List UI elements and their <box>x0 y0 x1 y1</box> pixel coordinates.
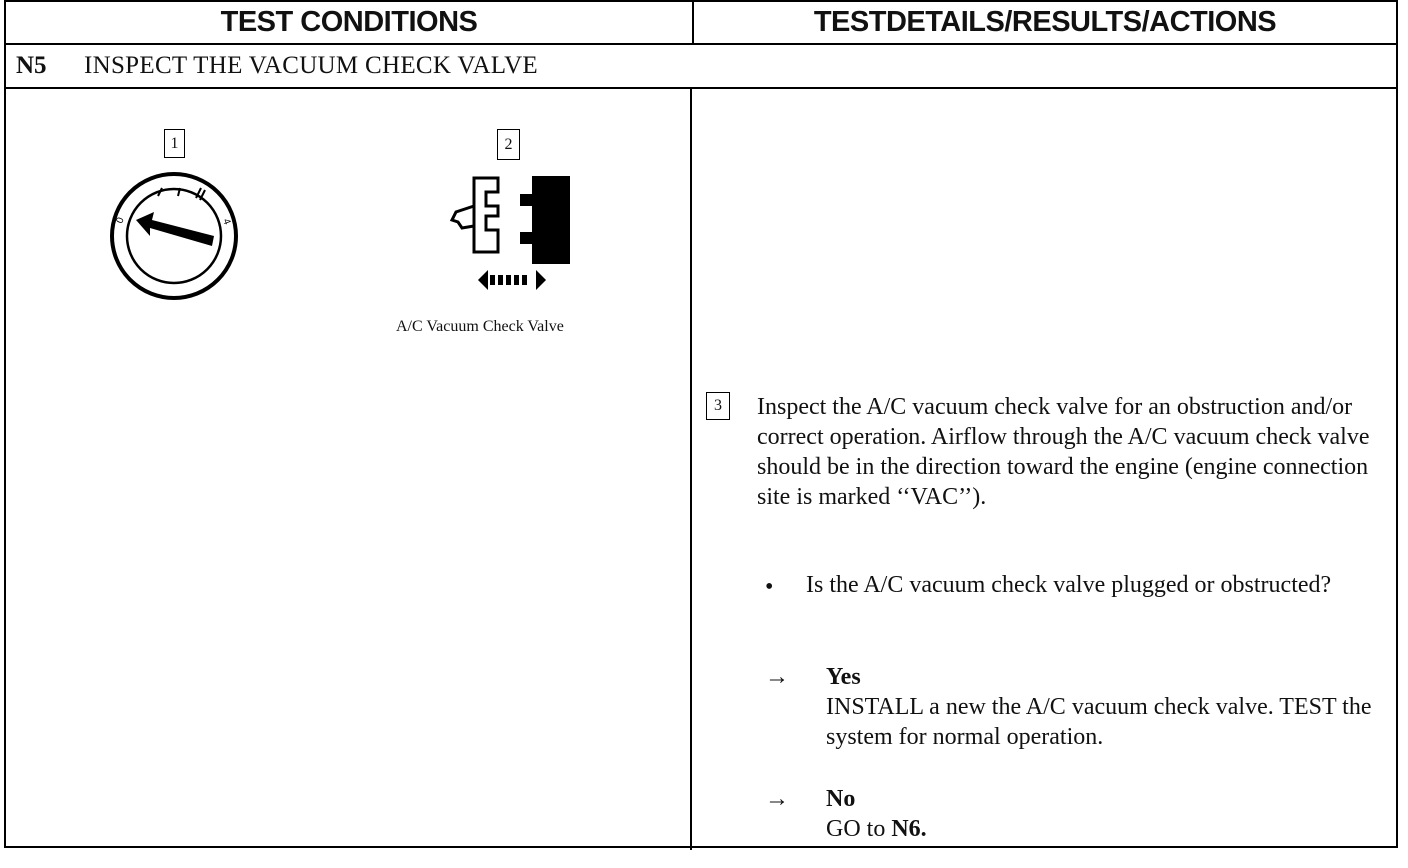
table-header <box>6 2 1396 45</box>
step-code: N5 <box>16 52 47 79</box>
no-label: No <box>826 786 856 812</box>
yes-arrow-icon: → <box>765 664 789 690</box>
bullet-marker: • <box>765 574 774 600</box>
figure-1-number: 1 <box>164 129 185 158</box>
figure-2-caption: A/C Vacuum Check Valve <box>396 318 564 335</box>
column-divider <box>690 89 692 850</box>
no-action-prefix: GO to <box>826 816 892 842</box>
check-valve-icon <box>440 172 580 296</box>
step-3-number: 3 <box>706 392 730 420</box>
no-action <box>826 814 1386 844</box>
step-title: INSPECT THE VACUUM CHECK VALVE <box>84 52 539 79</box>
svg-text:0: 0 <box>114 216 127 226</box>
yes-action: INSTALL a new the A/C vacuum check valve. TEST the system for normal operation. <box>826 694 1372 750</box>
header-test-details: TESTDETAILS/RESULTS/ACTIONS <box>813 6 1277 38</box>
svg-text:4: 4 <box>220 217 233 227</box>
figure-2-number: 2 <box>497 129 520 160</box>
question-text: Is the A/C vacuum check valve plugged or obstructed? <box>806 572 1332 598</box>
yes-label: Yes <box>826 664 861 690</box>
header-test-conditions: TEST CONDITIONS <box>6 2 694 43</box>
no-arrow-icon: → <box>765 786 789 812</box>
no-action-target: N6. <box>891 816 927 842</box>
step-row <box>6 45 1396 89</box>
instruction-text: Inspect the A/C vacuum check valve for an obstruction and/or correct operation. Airflow through the A/C vacuum check valve should be in the direction toward the engine (engine connection site is marked ‘‘VAC’’). <box>757 394 1370 510</box>
ignition-switch-icon <box>106 168 242 304</box>
